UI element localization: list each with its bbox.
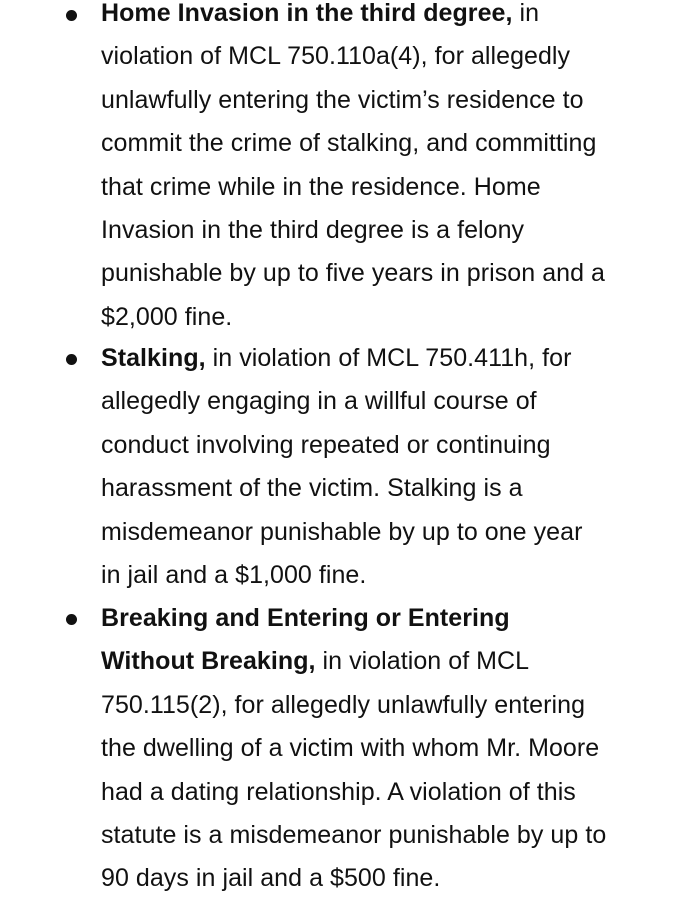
text-line: unlawfully entering the victim’s residence to [101,85,584,114]
text-line: Invasion in the third degree is a felony [101,216,525,245]
charge-text [101,597,661,901]
text-line: statute is a misdemeanor punishable by up to [101,821,607,850]
bullet-icon [66,614,77,625]
charge-text [101,0,661,339]
bullet-icon [66,354,77,365]
charge-title: Without Breaking, [101,647,316,676]
charge-text [101,337,661,597]
charge-title: Home Invasion in the third degree, [101,0,513,27]
text-line: misdemeanor punishable by up to one year [101,517,583,546]
charge-title: Breaking and Entering or Entering [101,604,510,632]
text-line: that crime while in the residence. Home [101,172,541,201]
charge-title: Stalking, [101,344,206,372]
text-line: commit the crime of stalking, and committing [101,129,597,158]
text-line: conduct involving repeated or continuing [101,430,551,459]
text-line: violation of MCL 750.110a(4), for allegedly [101,42,571,71]
text-line: Without Breaking, in violation of MCL [101,647,530,676]
text-line: 750.115(2), for allegedly unlawfully entering [101,690,586,719]
text-line: 90 days in jail and a $500 fine. [101,864,441,893]
text-line: punishable by up to five years in prison and a [101,259,606,288]
text-line: Stalking, in violation of MCL 750.411h, for [101,344,572,372]
text-line: the dwelling of a victim with whom Mr. Moore [101,734,600,763]
text-line: allegedly engaging in a willful course of [101,387,537,416]
text-line [101,597,661,640]
text-line: $2,000 fine. [101,302,233,331]
text-line: in jail and a $1,000 fine. [101,561,367,590]
text-line: harassment of the victim. Stalking is a [101,474,523,503]
bullet-icon [66,10,77,21]
text-line: Home Invasion in the third degree, in [101,0,540,27]
text-line: had a dating relationship. A violation of this [101,777,576,806]
